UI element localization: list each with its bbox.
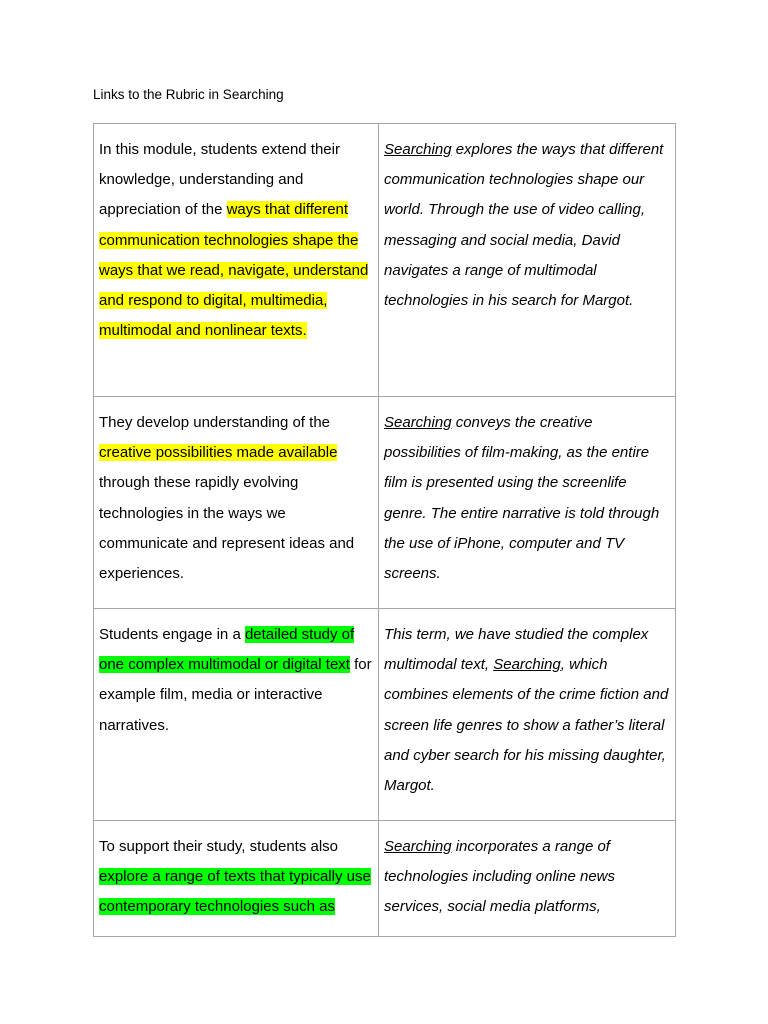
film-title: Searching <box>384 141 452 158</box>
rubric-cell <box>94 124 379 397</box>
film-text: This term, we have studied the complex multimodal text, <box>384 626 649 674</box>
film-link-cell <box>379 821 676 937</box>
table-row <box>94 609 676 821</box>
film-title: Searching <box>384 414 452 431</box>
film-text-end: explores the ways that different communication technologies shape our world. Through the use of video calling, messaging and social media, David navigates a range of multimodal technologies in his search for Margot. <box>384 141 664 310</box>
film-link-cell <box>379 124 676 397</box>
film-text-end: , which combines elements of the crime fiction and screen life genres to show a father’s literal and cyber search for his missing daughter, Margot. <box>384 656 669 795</box>
film-title: Searching <box>384 838 452 855</box>
page-heading: Links to the Rubric in Searching <box>93 87 284 102</box>
rubric-highlight: creative possibilities made available <box>99 444 338 462</box>
rubric-text: They develop understanding of the <box>99 414 330 431</box>
rubric-text: To support their study, students also <box>99 838 339 855</box>
film-link-cell <box>379 609 676 821</box>
film-text-end: incorporates a range of technologies including online news services, social media platforms, <box>384 838 615 916</box>
rubric-text: In this module, students extend their knowledge, understanding and appreciation of the <box>99 141 340 219</box>
rubric-text-end: for example film, media or interactive narratives. <box>99 656 372 734</box>
rubric-highlight: ways that different communication technologies shape the ways that we read, navigate, understand and respond to digital, multimedia, multimodal and nonlinear texts. <box>99 201 369 340</box>
rubric-cell <box>94 609 379 821</box>
rubric-highlight: explore a range of texts that typically use contemporary technologies such as <box>99 868 371 916</box>
rubric-links-table <box>93 123 676 937</box>
film-title: Searching <box>493 656 561 674</box>
rubric-text: Students engage in a <box>99 626 245 643</box>
film-link-cell <box>379 397 676 609</box>
rubric-highlight: detailed study of one complex multimodal or digital text <box>99 626 355 674</box>
film-text-end: conveys the creative possibilities of film-making, as the entire film is presented using the screenlife genre. The entire narrative is told through the use of iPhone, computer and TV screens. <box>384 414 660 583</box>
table-row <box>94 124 676 397</box>
rubric-cell <box>94 821 379 937</box>
rubric-cell <box>94 397 379 609</box>
table-row <box>94 397 676 609</box>
rubric-text-end: through these rapidly evolving technologies in the ways we communicate and represent ideas and experiences. <box>99 474 355 583</box>
table-row <box>94 821 676 937</box>
